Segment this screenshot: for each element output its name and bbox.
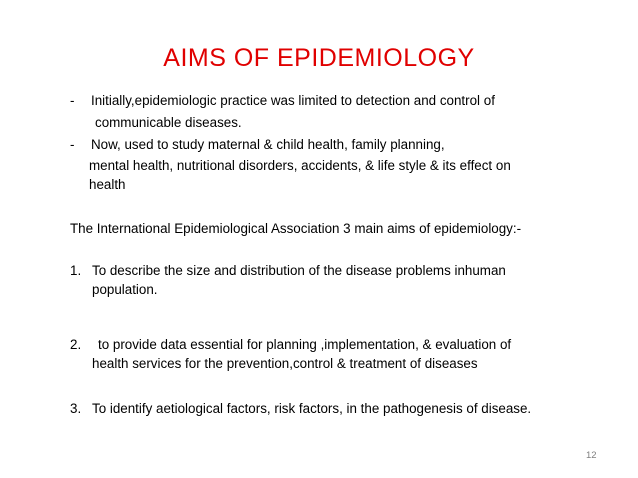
intro-text: The International Epidemiological Association 3 main aims of epidemiology:-	[70, 221, 522, 236]
aim-1-line-2: population.	[92, 282, 158, 297]
aim-number: 3.	[70, 401, 82, 416]
bullet-2-line-2: mental health, nutritional disorders, accidents, & life style & its effect on	[89, 158, 511, 173]
slide-title: AIMS OF EPIDEMIOLOGY	[163, 44, 475, 72]
aim-number: 2.	[70, 337, 82, 352]
page-number: 12	[586, 450, 597, 461]
bullet-marker: -	[70, 93, 75, 108]
aim-number: 1.	[70, 263, 82, 278]
aim-3-line-1: To identify aetiological factors, risk factors, in the pathogenesis of disease.	[92, 401, 532, 416]
bullet-1-line-1: Initially,epidemiologic practice was limited to detection and control of	[91, 93, 495, 108]
aim-2-line-1: to provide data essential for planning ,implementation, & evaluation of	[98, 337, 512, 352]
aim-1-line-1: To describe the size and distribution of the disease problems inhuman	[92, 263, 506, 278]
bullet-2-line-1: Now, used to study maternal & child health, family planning,	[91, 137, 445, 152]
bullet-1-line-2: communicable diseases.	[95, 115, 242, 130]
bullet-2-line-3: health	[89, 177, 126, 192]
aim-2-line-2: health services for the prevention,control & treatment of diseases	[92, 356, 478, 371]
bullet-marker: -	[70, 137, 75, 152]
